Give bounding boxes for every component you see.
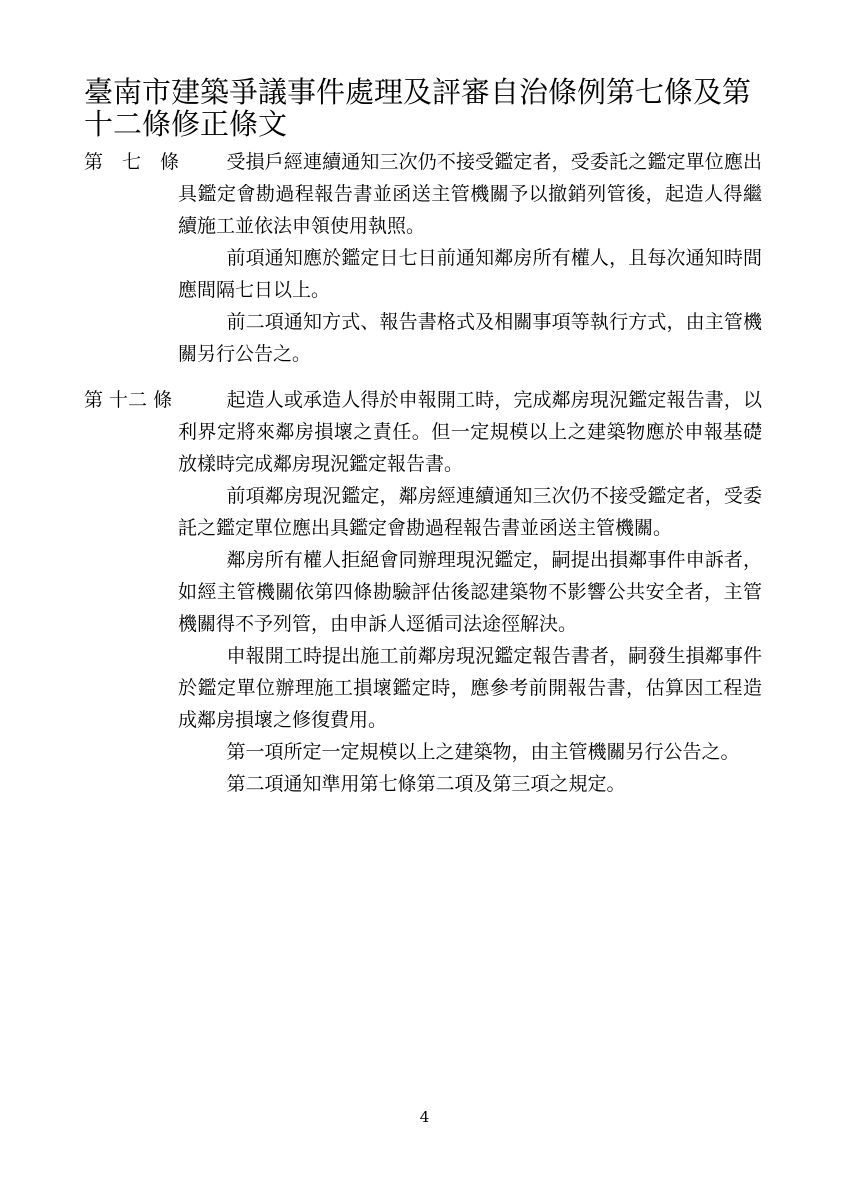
article-12-paragraph-6: 第二項通知準用第七條第二項及第三項之規定。 — [226, 773, 626, 795]
article-12-label: 第 十二 條 — [84, 389, 173, 411]
article-12-paragraph-3: 鄰房所有權人拒絕會同辦理現況鑑定，嗣提出損鄰事件申訴者，如經主管機關依第四條勘驗評估後認建築物不影響公共安全者，主管機關得不予列管，由申訴人逕循司法途徑解決。 — [178, 549, 762, 635]
page-number: 4 — [419, 1108, 430, 1126]
article-12-body — [178, 384, 762, 800]
article-7-label: 第 七 條 — [84, 151, 180, 173]
article-12-paragraph-1: 起造人或承造人得於申報開工時，完成鄰房現況鑑定報告書，以利界定將來鄰房損壞之責任。但一定規模以上之建築物應於申報基礎放樣時完成鄰房現況鑑定報告書。 — [178, 389, 762, 475]
document-title-line-1: 臺南市建築爭議事件處理及評審自治條例第七條及第 — [84, 75, 752, 109]
document-title-line-2: 十二條修正條文 — [84, 107, 288, 141]
article-7-paragraph-1: 受損戶經連續通知三次仍不接受鑑定者，受委託之鑑定單位應出具鑑定會勘過程報告書並函送主管機關予以撤銷列管後，起造人得繼續施工並依法申領使用執照。 — [178, 151, 762, 237]
article-12-paragraph-5: 第一項所定一定規模以上之建築物，由主管機關另行公告之。 — [226, 741, 740, 763]
article-12-paragraph-4: 申報開工時提出施工前鄰房現況鑑定報告書者，嗣發生損鄰事件於鑑定單位辦理施工損壞鑑定時，應參考前開報告書，估算因工程造成鄰房損壞之修復費用。 — [178, 645, 762, 731]
article-12-paragraph-2: 前項鄰房現況鑑定，鄰房經連續通知三次仍不接受鑑定者，受委託之鑑定單位應出具鑑定會勘過程報告書並函送主管機關。 — [178, 485, 762, 539]
article-7-body — [178, 146, 762, 370]
article-7-paragraph-2: 前項通知應於鑑定日七日前通知鄰房所有權人，且每次通知時間應間隔七日以上。 — [178, 247, 762, 301]
article-7-paragraph-3: 前二項通知方式、報告書格式及相關事項等執行方式，由主管機關另行公告之。 — [178, 311, 762, 365]
document-title — [84, 76, 784, 140]
